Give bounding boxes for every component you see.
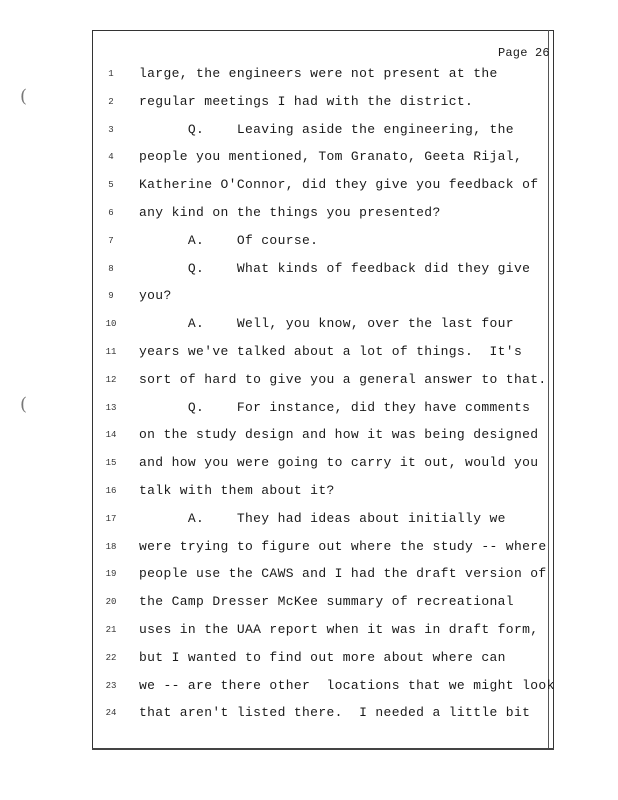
transcript-line [92,342,552,362]
transcript-line [92,425,552,445]
line-number: 13 [105,402,117,413]
line-number: 15 [105,458,117,469]
line-text: sort of hard to give you a general answer to that. [139,371,547,387]
line-number: 17 [105,513,117,524]
line-text: but I wanted to find out more about where can [139,649,506,665]
line-number: 24 [105,708,117,719]
line-text: we -- are there other locations that we might look [139,677,555,693]
line-number: 11 [105,347,117,357]
line-text: that aren't listed there. I needed a little bit [139,705,531,721]
line-text: were trying to figure out where the study -- where [139,538,547,554]
transcript-line [92,537,552,557]
transcript-line [92,481,552,501]
transcript-line [92,703,552,723]
transcript-line [92,398,552,418]
page-number-label: Page 26 [498,46,550,60]
line-text: Q. For instance, did they have comments [139,399,531,415]
transcript-line [92,203,552,223]
line-text: Q. Leaving aside the engineering, the [139,121,514,137]
line-text: any kind on the things you presented? [139,205,441,220]
bottom-margin-rule [92,748,554,750]
transcript-line [92,453,552,473]
line-number: 14 [105,430,117,441]
line-text: A. Well, you know, over the last four [139,316,514,332]
line-number: 23 [105,680,117,691]
transcript-line [92,64,552,84]
transcript-line [92,92,552,112]
line-number: 5 [108,180,114,191]
transcript-line [92,231,552,251]
line-text: uses in the UAA report when it was in draft form, [139,622,539,637]
line-text: regular meetings I had with the district. [139,93,474,109]
line-text: Katherine O'Connor, did they give you feedback of [139,177,539,193]
transcript-line [92,175,552,195]
line-text: talk with them about it? [139,483,335,498]
transcript-line [92,564,552,584]
line-number: 19 [105,569,117,580]
line-number: 21 [105,625,117,635]
line-number: 18 [105,541,117,552]
binding-hole-mark: ( [20,394,28,415]
binding-hole-mark: ( [20,86,28,107]
line-number: 8 [108,263,114,274]
line-number: 12 [105,374,117,385]
line-number: 2 [108,96,114,107]
transcript-line [92,147,552,167]
transcript-line [92,620,552,640]
line-number: 9 [108,291,114,302]
line-text: A. They had ideas about initially we [139,510,506,526]
line-number: 4 [108,152,114,163]
line-number: 22 [105,652,117,663]
line-text: on the study design and how it was being designed [139,427,539,443]
line-number: 3 [108,124,114,135]
transcript-line [92,370,552,390]
transcript-line [92,259,552,279]
transcript-line [92,314,552,334]
transcript-line [92,120,552,140]
line-number: 7 [108,235,114,246]
line-text: and how you were going to carry it out, would you [139,455,539,471]
line-number: 20 [105,597,117,608]
line-text: large, the engineers were not present at the [139,66,498,81]
line-text: years we've talked about a lot of things. It's [139,344,523,359]
line-text: A. Of course. [139,232,319,248]
transcript-line [92,648,552,668]
transcript-line [92,592,552,612]
line-number: 1 [108,69,114,79]
line-text: people use the CAWS and I had the draft version of [139,566,547,582]
line-number: 10 [105,319,117,330]
transcript-line [92,509,552,529]
line-text: people you mentioned, Tom Granato, Geeta Rijal, [139,149,523,165]
transcript-line [92,286,552,306]
line-text: you? [139,288,172,304]
transcript-line [92,676,555,696]
line-text: the Camp Dresser McKee summary of recreational [139,594,514,610]
line-number: 6 [108,208,114,218]
line-number: 16 [105,486,117,496]
line-text: Q. What kinds of feedback did they give [139,260,531,276]
